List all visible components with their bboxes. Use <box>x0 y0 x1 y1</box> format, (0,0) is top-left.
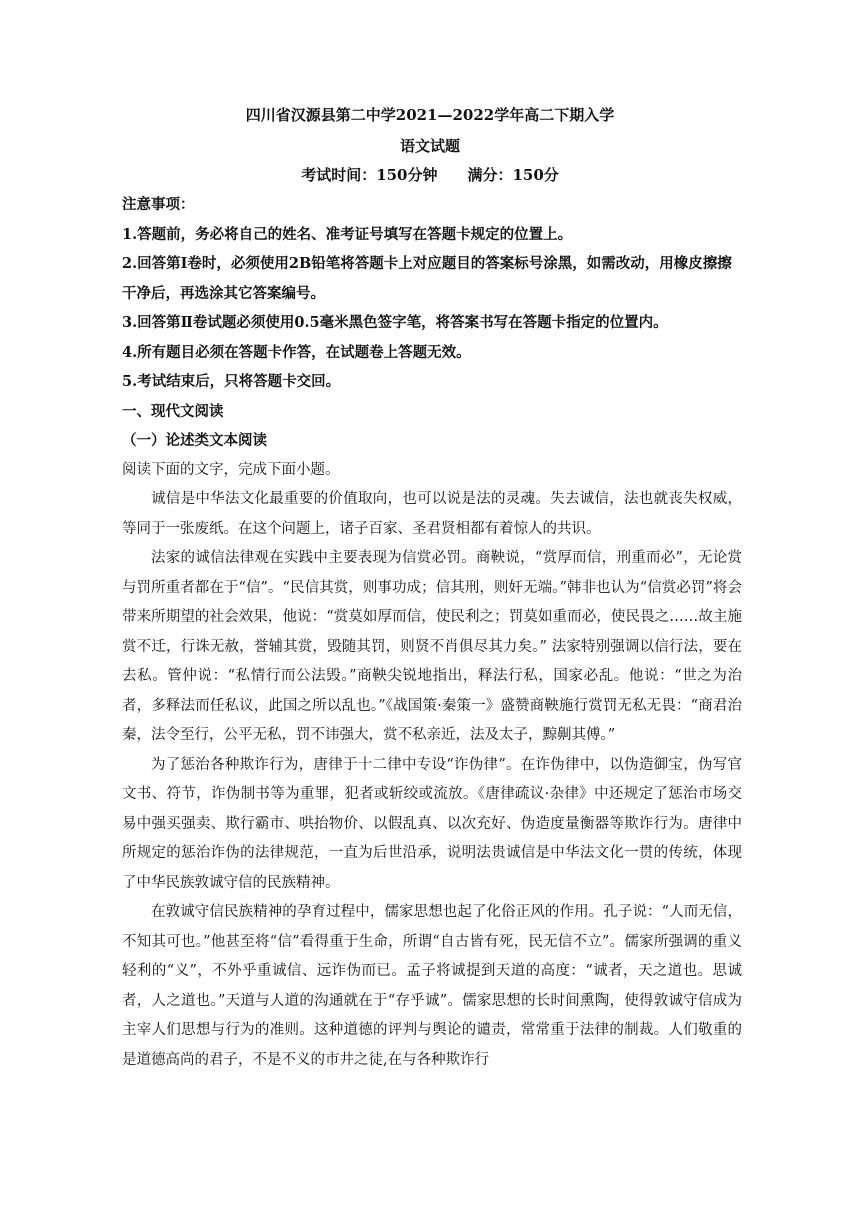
passage-paragraph: 法家的诚信法律观在实践中主要表现为信赏必罚。商鞅说，“赏厚而信，刑重而必”，无论赏与罚所重者都在于“信”。“民信其赏，则事功成；信其刑，则奸无端。”韩非也认为“信赏必罚”将会带来所期望的社会效果，他说：“赏莫如厚而信，使民利之；罚莫如重而必，使民畏之……故主施赏不迁，行诛无赦，誉辅其赏，毁随其罚，则贤不肖俱尽其力矣。” 法家特别强调以信行法，要在去私。管仲说：“私情行而公法毁。”商鞅尖锐地指出，释法行私，国家必乱。他说：“世之为治者，多释法而任私议，此国之所以乱也。”《战国策·秦策一》盛赞商鞅施行赏罚无私无畏：“商君治秦，法令至行，公平无私，罚不讳强大，赏不私亲近，法及太子，黥劓其傅。” <box>122 550 742 743</box>
note-item: 2.回答第Ⅰ卷时，必须使用2B铅笔将答题卡上对应题目的答案标号涂黑，如需改动，用橡皮擦擦干净后，再选涂其它答案编号。 <box>122 255 732 302</box>
document-subtitle: 语文试题 <box>399 137 460 155</box>
note-item: 1.答题前，务必将自己的姓名、准考证号填写在答题卡规定的位置上。 <box>122 225 573 243</box>
document-title: 四川省汉源县第二中学2021—2022学年高二下期入学 <box>245 106 615 124</box>
passage-paragraph: 为了惩治各种欺诈行为，唐律于十二律中专设“诈伪律”。在诈伪律中，以伪造御宝，伪写官文书、符节，诈伪制书等为重罪，犯者或斩绞或流放。《唐律疏议·杂律》中还规定了惩治市场交易中强买强卖、欺行霸市、哄抬物价、以假乱真、以次充好、伪造度量衡器等欺诈行为。唐律中所规定的惩治诈伪的法律规范，一直为后世沿承，说明法贵诚信是中华法文化一贯的传统，体现了中华民族敦诚守信的民族精神。 <box>122 756 742 891</box>
passage-paragraph: 诚信是中华法文化最重要的价值取向，也可以说是法的灵魂。失去诚信，法也就丧失权威，等同于一张废纸。在这个问题上，诸子百家、圣君贤相都有着惊人的共识。 <box>122 491 742 537</box>
section-subheading: （一）论述类文本阅读 <box>122 432 267 449</box>
notes-heading: 注意事项： <box>122 196 195 213</box>
exam-time: 考试时间：150分钟 <box>301 166 438 184</box>
exam-info <box>0 164 860 185</box>
note-item: 4.所有题目必须在答题卡作答，在试题卷上答题无效。 <box>122 343 471 361</box>
reading-instruction: 阅读下面的文字，完成下面小题。 <box>122 461 340 478</box>
passage-paragraph: 在敦诚守信民族精神的孕育过程中，儒家思想也起了化俗正风的作用。孔子说：“人而无信，不知其可也。”他甚至将“信”看得重于生命，所谓“自古皆有死，民无信不立”。儒家所强调的重义轻利的“义”，不外乎重诚信、远诈伪而已。孟子将诚提到天道的高度：“诚者，天之道也。思诚者，人之道也。”天道与人道的沟通就在于“存乎诚”。儒家思想的长时间熏陶，使得敦诚守信成为主宰人们思想与行为的准则。这种道德的评判与舆论的谴责，常常重于法律的制裁。人们敬重的是道德高尚的君子，不是不义的市井之徒,在与各种欺诈行 <box>122 904 742 1068</box>
exam-score: 满分：150分 <box>467 166 559 184</box>
section-heading: 一、现代文阅读 <box>122 402 224 420</box>
note-item: 5.考试结束后，只将答题卡交回。 <box>122 373 341 390</box>
note-item: 3.回答第Ⅱ卷试题必须使用0.5毫米黑色签字笔，将答案书写在答题卡指定的位置内。 <box>122 314 668 331</box>
body-content <box>122 190 742 1075</box>
